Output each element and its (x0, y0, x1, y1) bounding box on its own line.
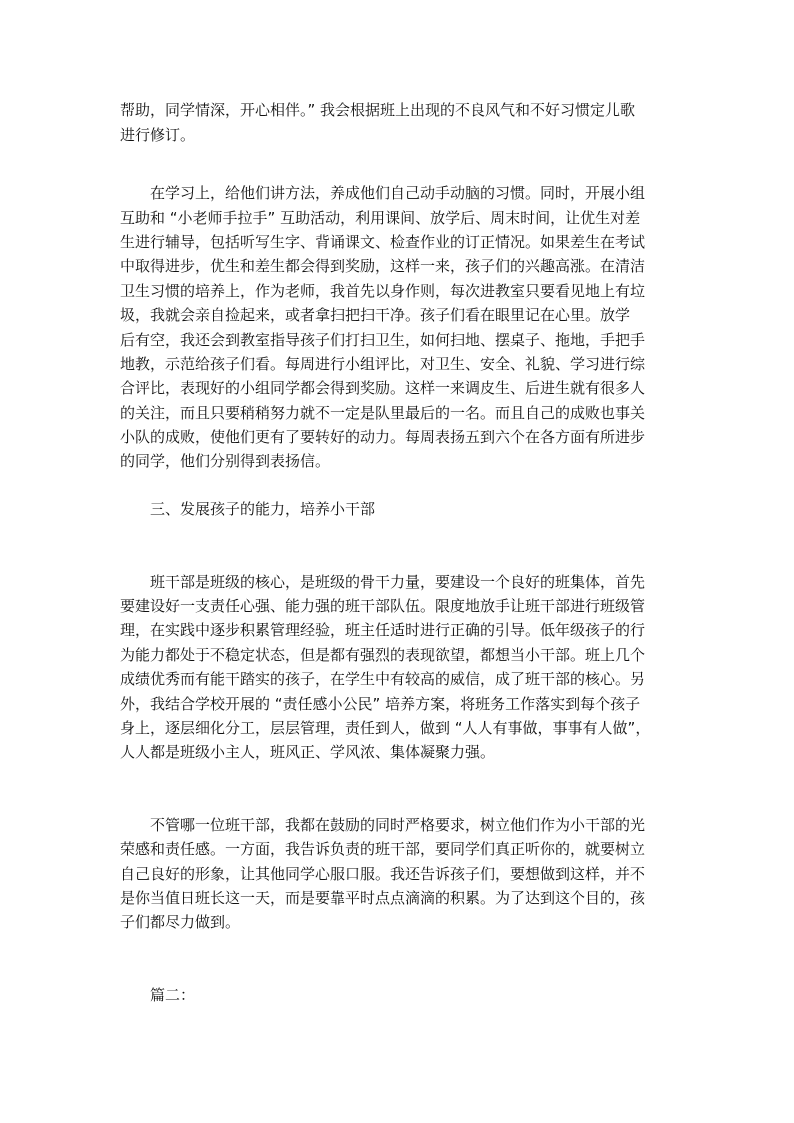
text-line: 合评比，表现好的小组同学都会得到奖励。这样一来调皮生、后进生就有很多人 (120, 379, 646, 397)
text-line: 身上，逐层细化分工，层层管理，责任到人，做到 “人人有事做，事事有人做”， (120, 719, 651, 737)
text-line: 后有空，我还会到教室指导孩子们打扫卫生，如何扫地、摆桌子、拖地，手把手 (120, 331, 646, 349)
text-line: 互助和 “小老师手拉手” 互助活动，利用课间、放学后、周末时间，让优生对差 (120, 209, 641, 227)
text-line: 帮助，同学情深，开心相伴。” 我会根据班上出现的不良风气和不好习惯定儿歌 (120, 101, 636, 119)
text-line: 卫生习惯的培养上，作为老师，我首先以身作则，每次进教室只要看见地上有垃 (120, 282, 646, 300)
section-heading: 三、发展孩子的能力，培养小干部 (150, 500, 376, 518)
paragraph-start-line: 不管哪一位班干部，我都在鼓励的同时严格要求，树立他们作为小干部的光 (150, 816, 646, 834)
text-line: 成绩优秀而有能干踏实的孩子，在学生中有较高的威信，成了班干部的核心。另 (120, 670, 646, 688)
text-line: 荣感和责任感。一方面，我告诉负责的班干部，要同学们真正听你的，就要树立 (120, 840, 646, 858)
text-line: 圾，我就会亲自捡起来，或者拿扫把扫干净。孩子们看在眼里记在心里。放学 (120, 306, 631, 324)
text-line: 地教，示范给孩子们看。每周进行小组评比，对卫生、安全、礼貌、学习进行综 (120, 355, 646, 373)
text-line: 进行修订。 (120, 126, 196, 144)
section-heading: 篇二： (150, 986, 196, 1004)
text-line: 外，我结合学校开展的 “责任感小公民” 培养方案，将班务工作落实到每个孩子 (120, 695, 641, 713)
text-line: 自己良好的形象，让其他同学心服口服。我还告诉孩子们，要想做到这样，并不 (120, 865, 646, 883)
text-line: 小队的成败，使他们更有了要转好的动力。每周表扬五到六个在各方面有所进步 (120, 428, 646, 446)
text-line: 生进行辅导，包括听写生字、背诵课文、检查作业的订正情况。如果差生在考试 (120, 233, 646, 251)
text-line: 的关注，而且只要稍稍努力就不一定是队里最后的一名。而且自己的成败也事关 (120, 404, 646, 422)
text-line: 的同学，他们分别得到表扬信。 (120, 452, 331, 470)
text-line: 是你当值日班长这一天，而是要靠平时点点滴滴的积累。为了达到这个目的，孩 (120, 889, 646, 907)
text-line: 人人都是班级小主人，班风正、学风浓、集体凝聚力强。 (120, 743, 496, 761)
text-line: 子们都尽力做到。 (120, 913, 241, 931)
paragraph-start-line: 在学习上，给他们讲方法，养成他们自己动手动脑的习惯。同时，开展小组 (150, 184, 646, 202)
text-line: 理，在实践中逐步积累管理经验，班主任适时进行正确的引导。低年级孩子的行 (120, 621, 646, 639)
text-line: 中取得进步，优生和差生都会得到奖励，这样一来，孩子们的兴趣高涨。在清洁 (120, 257, 646, 275)
paragraph-start-line: 班干部是班级的核心，是班级的骨干力量，要建设一个良好的班集体，首先 (150, 573, 646, 591)
text-line: 为能力都处于不稳定状态，但是都有强烈的表现欲望，都想当小干部。班上几个 (120, 646, 646, 664)
text-line: 要建设好一支责任心强、能力强的班干部队伍。限度地放手让班干部进行班级管 (120, 597, 646, 615)
